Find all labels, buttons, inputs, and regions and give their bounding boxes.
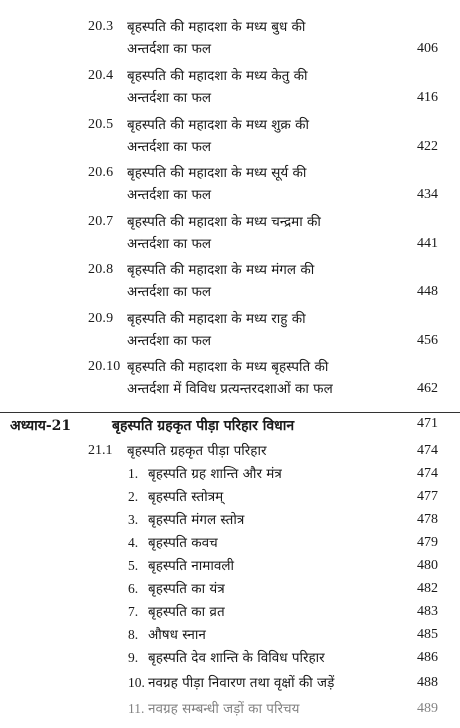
entry-title-line1: बृहस्पति की महादशा के मध्य केतु की bbox=[127, 68, 308, 84]
item-page: 480 bbox=[417, 558, 438, 573]
list-item bbox=[0, 624, 460, 646]
toc-entry-21-1 bbox=[0, 440, 460, 462]
item-number: 6. bbox=[128, 581, 139, 596]
item-page: 485 bbox=[417, 627, 438, 642]
item-number: 3. bbox=[128, 512, 139, 527]
item-number: 9. bbox=[128, 650, 139, 665]
item-page: 486 bbox=[417, 650, 438, 665]
chapter-page: 471 bbox=[417, 416, 438, 431]
entry-page: 441 bbox=[417, 236, 438, 251]
entry-number: 20.10 bbox=[88, 359, 121, 374]
list-item bbox=[0, 601, 460, 623]
entry-page: 416 bbox=[417, 90, 438, 105]
entry-number: 20.3 bbox=[88, 19, 114, 34]
list-item bbox=[0, 532, 460, 554]
item-title: बृहस्पति का व्रत bbox=[148, 604, 225, 620]
item-number: 8. bbox=[128, 627, 139, 642]
entry-page: 456 bbox=[417, 333, 438, 348]
item-page: 474 bbox=[417, 466, 438, 481]
item-page: 489 bbox=[417, 701, 438, 716]
entry-title-line1: बृहस्पति की महादशा के मध्य बृहस्पति की bbox=[127, 359, 329, 375]
item-page: 488 bbox=[417, 675, 438, 690]
list-item bbox=[0, 672, 460, 694]
list-item bbox=[0, 698, 460, 720]
toc-entry-20-6 bbox=[0, 162, 460, 208]
list-item bbox=[0, 463, 460, 485]
list-item bbox=[0, 486, 460, 508]
entry-title-line2: अन्तर्दशा का फल bbox=[127, 284, 212, 300]
entry-title-line2: अन्तर्दशा का फल bbox=[127, 90, 212, 106]
entry-page: 474 bbox=[417, 443, 438, 458]
item-page: 478 bbox=[417, 512, 438, 527]
entry-title-line2: अन्तर्दशा का फल bbox=[127, 187, 212, 203]
toc-entry-20-3 bbox=[0, 16, 460, 62]
toc-entry-20-10 bbox=[0, 356, 460, 402]
item-title: बृहस्पति ग्रह शान्ति और मंत्र bbox=[148, 466, 282, 482]
toc-entry-20-9 bbox=[0, 308, 460, 354]
item-number: 10. bbox=[128, 675, 145, 690]
item-page: 482 bbox=[417, 581, 438, 596]
entry-title-line2: अन्तर्दशा का फल bbox=[127, 139, 212, 155]
entry-title-line1: बृहस्पति की महादशा के मध्य बुध की bbox=[127, 19, 306, 35]
toc-entry-20-5 bbox=[0, 114, 460, 160]
entry-page: 448 bbox=[417, 284, 438, 299]
item-number: 2. bbox=[128, 489, 139, 504]
entry-title-line1: बृहस्पति की महादशा के मध्य मंगल की bbox=[127, 262, 315, 278]
list-item bbox=[0, 578, 460, 600]
list-item bbox=[0, 509, 460, 531]
toc-entry-20-8 bbox=[0, 259, 460, 305]
entry-page: 422 bbox=[417, 139, 438, 154]
item-title: बृहस्पति देव शान्ति के विविध परिहार bbox=[148, 650, 325, 666]
entry-number: 20.9 bbox=[88, 311, 114, 326]
entry-title-line2: अन्तर्दशा में विविध प्रत्यन्तरदशाओं का फल bbox=[127, 381, 333, 397]
entry-number: 20.7 bbox=[88, 214, 114, 229]
entry-title-line1: बृहस्पति की महादशा के मध्य राहु की bbox=[127, 311, 306, 327]
entry-title: बृहस्पति ग्रहकृत पीड़ा परिहार bbox=[127, 443, 267, 459]
entry-page: 434 bbox=[417, 187, 438, 202]
item-page: 483 bbox=[417, 604, 438, 619]
toc-entry-20-4 bbox=[0, 65, 460, 111]
entry-title-line1: बृहस्पति की महादशा के मध्य शुक्र की bbox=[127, 117, 309, 133]
list-item bbox=[0, 555, 460, 577]
item-title: बृहस्पति का यंत्र bbox=[148, 581, 225, 597]
entry-title-line1: बृहस्पति की महादशा के मध्य चन्द्रमा की bbox=[127, 214, 321, 230]
chapter-title: बृहस्पति ग्रहकृत पीड़ा परिहार विधान bbox=[112, 418, 295, 434]
item-title: बृहस्पति स्तोत्रम् bbox=[148, 489, 224, 505]
entry-title-line1: बृहस्पति की महादशा के मध्य सूर्य की bbox=[127, 165, 307, 181]
item-title: बृहस्पति नामावली bbox=[148, 558, 234, 574]
chapter-heading bbox=[0, 412, 460, 438]
item-number: 5. bbox=[128, 558, 139, 573]
item-title: बृहस्पति कवच bbox=[148, 535, 218, 551]
item-number: 7. bbox=[128, 604, 139, 619]
entry-number: 20.6 bbox=[88, 165, 114, 180]
item-title: बृहस्पति मंगल स्तोत्र bbox=[148, 512, 245, 528]
entry-title-line2: अन्तर्दशा का फल bbox=[127, 333, 212, 349]
item-page: 477 bbox=[417, 489, 438, 504]
toc-entry-20-7 bbox=[0, 211, 460, 257]
item-title: नवग्रह पीड़ा निवारण तथा वृक्षों की जड़ें bbox=[148, 675, 335, 691]
entry-title-line2: अन्तर्दशा का फल bbox=[127, 41, 212, 57]
item-number: 4. bbox=[128, 535, 139, 550]
chapter-label: अध्याय-21 bbox=[10, 418, 72, 434]
entry-number: 20.5 bbox=[88, 117, 114, 132]
entry-page: 462 bbox=[417, 381, 438, 396]
item-title: नवग्रह सम्बन्धी जड़ों का परिचय bbox=[148, 701, 300, 717]
entry-page: 406 bbox=[417, 41, 438, 56]
list-item bbox=[0, 647, 460, 669]
item-number: 11. bbox=[128, 701, 145, 716]
item-page: 479 bbox=[417, 535, 438, 550]
item-title: औषध स्नान bbox=[148, 627, 206, 643]
item-number: 1. bbox=[128, 466, 139, 481]
entry-title-line2: अन्तर्दशा का फल bbox=[127, 236, 212, 252]
entry-number: 21.1 bbox=[88, 443, 113, 458]
entry-number: 20.8 bbox=[88, 262, 114, 277]
entry-number: 20.4 bbox=[88, 68, 114, 83]
